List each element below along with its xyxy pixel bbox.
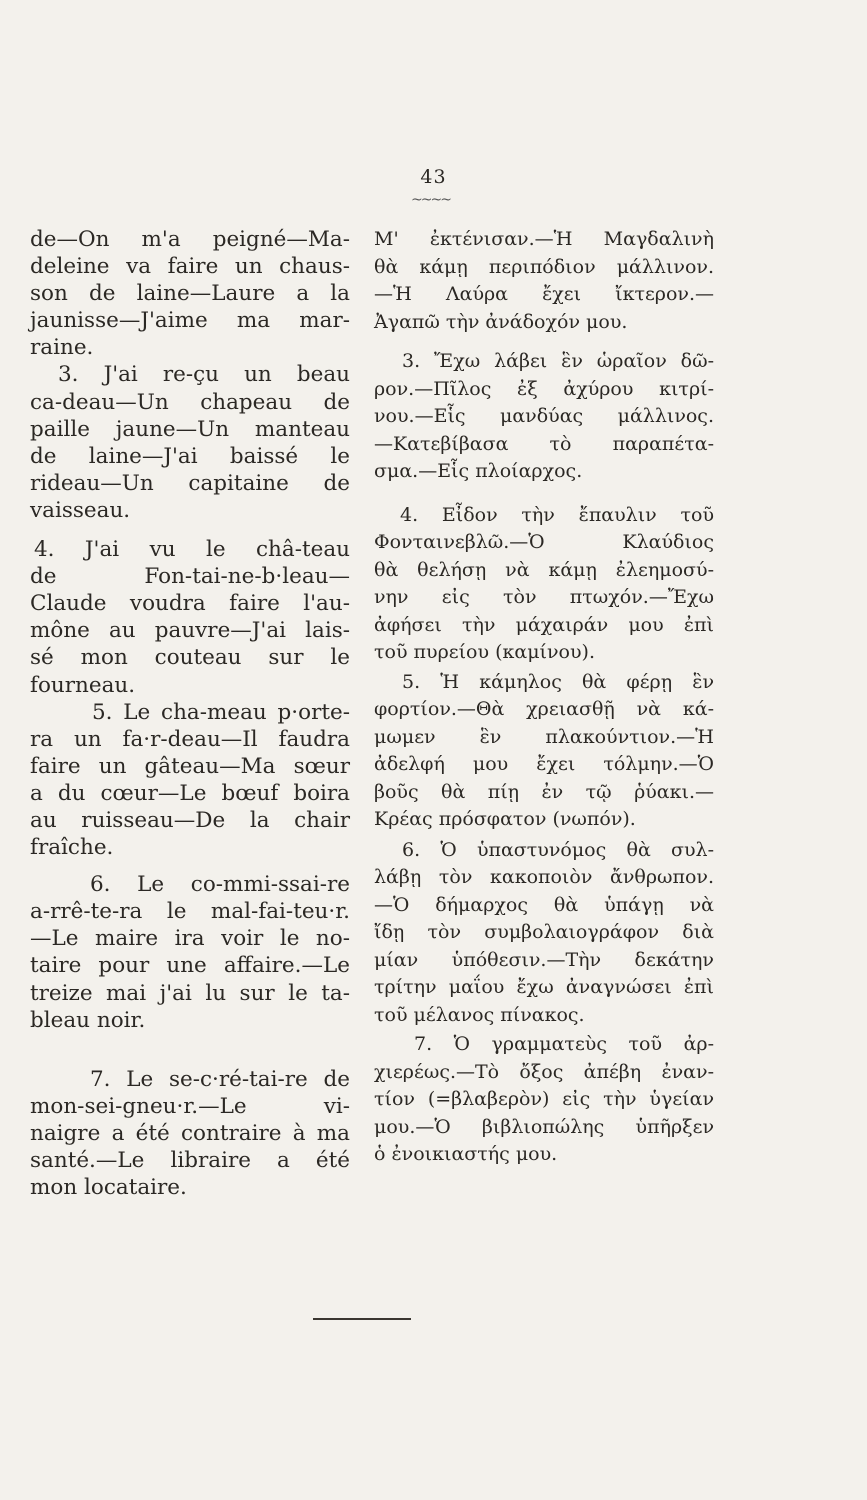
text-line: λάβῃ τὸν κακοποιὸν ἄνθρωπον. <box>374 866 714 888</box>
text-line: θὰ κάμῃ περιπόδιον μάλλινον. <box>374 255 714 278</box>
text-line: 6. Le co-mmi-ssai-re <box>90 872 350 898</box>
text-line: vaisseau. <box>30 497 131 523</box>
text-line: 5. Ἡ κάμηλος θὰ φέρῃ ἓν <box>402 670 714 693</box>
text-line: —Le maire ira voir le no- <box>30 926 350 952</box>
text-line: a du cœur—Le bœuf boira <box>30 780 350 806</box>
text-line: 7. Ὁ γραμματεὺς τοῦ ἀρ- <box>414 1033 714 1055</box>
text-line: ἴδῃ τὸν συμβολαιογράφον διὰ <box>374 921 714 943</box>
french-paragraph-1 <box>30 226 350 361</box>
text-line: 5. Le cha-meau p·orte- <box>92 699 350 725</box>
text-line: sé mon couteau sur le <box>30 645 350 671</box>
text-line: φορτίον.—Θὰ χρειασθῇ νὰ κά- <box>374 698 714 720</box>
text-line: taire pour une affaire.—Le <box>30 953 350 979</box>
text-line: de laine—J'ai baissé le <box>30 443 350 469</box>
french-paragraph-6 <box>30 871 350 1034</box>
greek-paragraph-1 <box>374 226 714 336</box>
text-line: 4. Εἶδον τὴν ἔπαυλιν τοῦ <box>400 503 714 526</box>
text-line: 3. Ἔχω λάβει ἓν ὡραῖον δῶ- <box>402 350 714 372</box>
text-line: νου.—Εἷς μανδύας μάλλινος. <box>374 405 714 427</box>
text-line: de—On m'a peigné—Ma- <box>30 227 350 252</box>
french-column <box>30 226 350 1201</box>
french-paragraph-4 <box>30 536 350 699</box>
text-line: naigre a été contraire à ma <box>30 1120 350 1146</box>
text-line: son de laine—Laure a la <box>30 281 350 307</box>
text-line: treize mai j'ai lu sur le ta- <box>30 980 350 1006</box>
text-line: paille jaune—Un manteau <box>30 416 350 442</box>
text-line: Claude voudra faire l'au- <box>30 591 350 617</box>
text-line: 6. Ὁ ὑπαστυνόμος θὰ συλ- <box>402 838 714 861</box>
greek-paragraph-7 <box>374 1031 714 1169</box>
text-line: mône au pauvre—J'ai lais- <box>30 618 350 644</box>
text-line: rideau—Un capitaine de <box>30 470 350 496</box>
greek-paragraph-5 <box>374 669 714 834</box>
text-line: fraîche. <box>30 835 114 861</box>
text-line: mon-sei-gneu·r.—Le vi- <box>30 1093 350 1119</box>
french-paragraph-7 <box>30 1066 350 1201</box>
text-line: τοῦ πυρείου (καμίνου). <box>374 641 595 663</box>
page-number: 43 <box>420 166 447 188</box>
text-line: faire un gâteau—Ma sœur <box>30 753 350 779</box>
text-line: raine. <box>30 335 94 361</box>
text-line: ca-deau—Un chapeau de <box>30 389 350 415</box>
text-line: ὁ ἐνοικιαστής μου. <box>374 1143 558 1165</box>
text-line: —Ἡ Λαύρα ἔχει ἴκτερον.— <box>374 283 714 305</box>
french-paragraph-5 <box>30 699 350 862</box>
greek-paragraph-4 <box>374 502 714 667</box>
text-line: βοῦς θὰ πίῃ ἐν τῷ ῥύακι.— <box>374 780 714 803</box>
end-rule-divider <box>313 1318 411 1320</box>
text-line: μου.—Ὁ βιβλιοπώλης ὑπῆρξεν <box>374 1115 714 1138</box>
text-line: θὰ θελήσῃ νὰ κάμῃ ἐλεημοσύ- <box>374 558 714 581</box>
text-line: Κρέας πρόσφατον (νωπόν). <box>374 808 636 830</box>
text-line: —Ὁ δήμαρχος θὰ ὑπάγῃ νὰ <box>374 893 714 916</box>
text-line: Φονταινεβλῶ.—Ὁ Κλαύδιος <box>374 531 714 553</box>
text-line: de Fon-tai-ne-b·leau— <box>30 564 350 590</box>
text-line: fourneau. <box>30 672 136 698</box>
text-line: ἀφήσει τὴν μάχαιράν μου ἐπὶ <box>374 613 714 636</box>
text-line: deleine va faire un chaus- <box>30 254 350 280</box>
text-line: bleau noir. <box>30 1007 146 1033</box>
text-line: ἀδελφή μου ἔχει τόλμην.—Ὁ <box>374 753 714 775</box>
greek-column <box>374 226 714 1169</box>
text-line: χιερέως.—Τὸ ὄξος ἀπέβη ἐναν- <box>374 1060 714 1083</box>
text-line: 3. J'ai re-çu un beau <box>58 362 350 388</box>
text-line: σμα.—Εἷς πλοίαρχος. <box>374 460 583 482</box>
text-line: τίον (=βλαβερὸν) εἰς τὴν ὑγείαν <box>374 1088 714 1110</box>
text-line: ra un fa·r-deau—Il faudra <box>30 726 350 752</box>
text-line: Ἀγαπῶ τὴν ἀνάδοχόν μου. <box>374 310 628 333</box>
text-line: Μ' ἐκτένισαν.—Ἡ Μαγδαλινὴ <box>374 228 714 250</box>
text-line: jaunisse—J'aime ma mar- <box>30 308 350 334</box>
text-line: —Κατεβίβασα τὸ παραπέτα- <box>374 432 714 455</box>
greek-paragraph-3 <box>374 348 714 486</box>
text-line: ρον.—Πῖλος ἐξ ἀχύρου κιτρί- <box>374 377 714 400</box>
text-line: a-rrê-te-ra le mal-fai-teu·r. <box>30 899 350 925</box>
text-line: mon locataire. <box>30 1175 187 1201</box>
text-line: νην εἰς τὸν πτωχόν.—Ἔχω <box>374 586 714 608</box>
french-paragraph-3 <box>30 361 350 524</box>
text-line: τρίτην μαΐου ἔχω ἀναγνώσει ἐπὶ <box>374 976 714 998</box>
text-line: santé.—Le libraire a été <box>30 1148 350 1173</box>
text-line: τοῦ μέλανος πίνακος. <box>374 1003 585 1026</box>
text-line: au ruisseau—De la chair <box>30 807 350 833</box>
text-line: μωμεν ἓν πλακούντιον.—Ἡ <box>374 725 714 748</box>
greek-paragraph-6 <box>374 837 714 1030</box>
text-line: μίαν ὑπόθεσιν.—Τὴν δεκάτην <box>374 948 714 971</box>
text-line: 7. Le se-c·ré-tai-re de <box>90 1066 350 1092</box>
text-line: 4. J'ai vu le châ-teau <box>34 537 350 563</box>
page-number-ornament: ~~~~ <box>411 192 450 208</box>
